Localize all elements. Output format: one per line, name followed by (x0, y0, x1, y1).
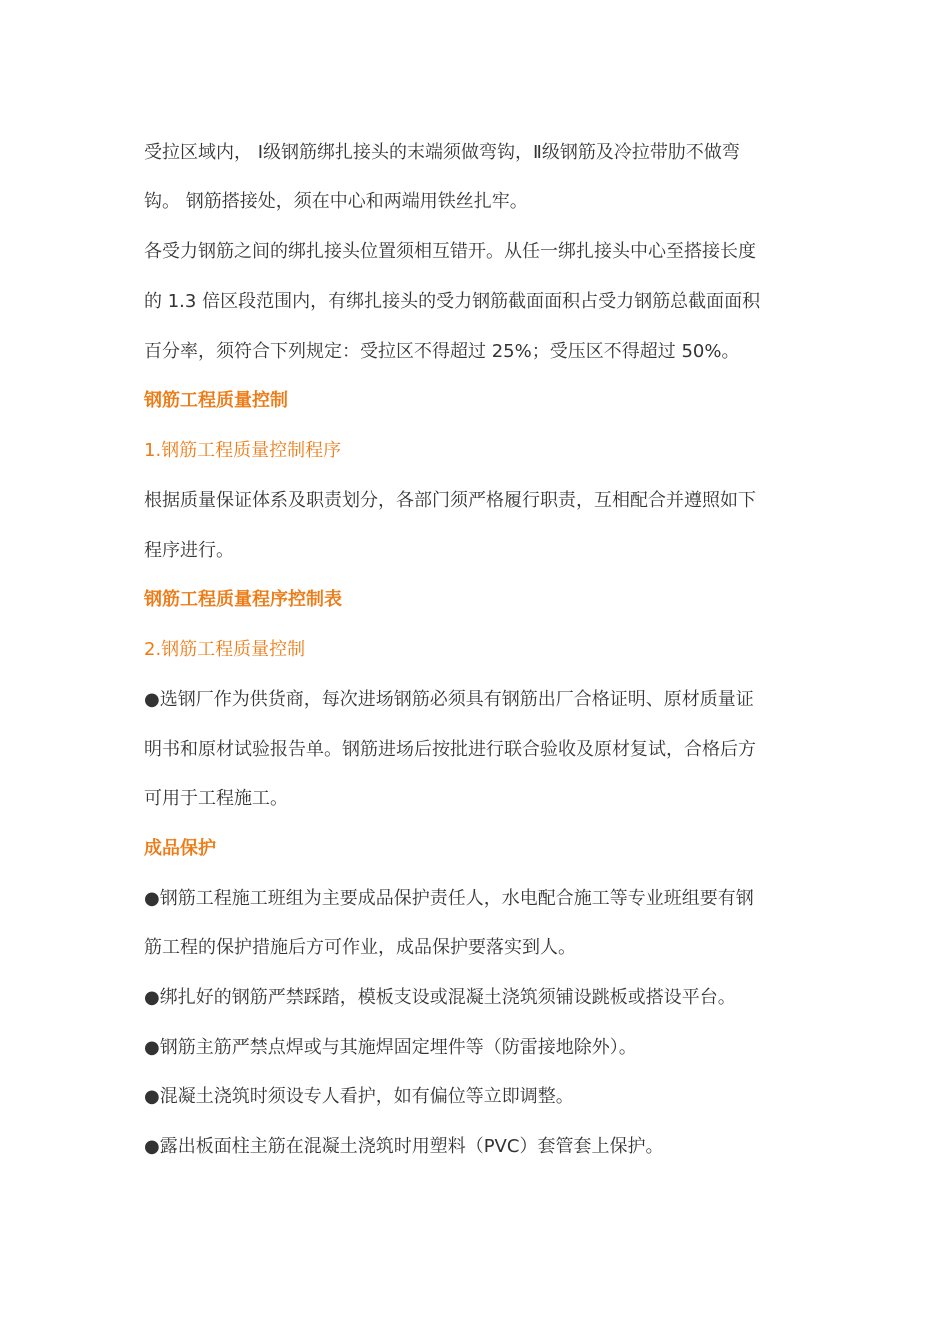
subsection-heading: 1.钢筋工程质量控制程序 (144, 440, 342, 461)
section-heading: 钢筋工程质量程序控制表 (144, 589, 342, 610)
subsection-heading: 2.钢筋工程质量控制 (144, 639, 306, 660)
bullet-line: ●钢筋主筋严禁点焊或与其施焊固定埋件等（防雷接地除外）。 (144, 1037, 637, 1058)
bullet-line: ●选钢厂作为供货商，每次进场钢筋必须具有钢筋出厂合格证明、原材质量证 (144, 689, 754, 710)
body-text-line: 的 1.3 倍区段范围内，有绑扎接头的受力钢筋截面面积占受力钢筋总截面面积 (144, 291, 761, 312)
section-heading: 成品保护 (144, 838, 216, 859)
bullet-line: ●露出板面柱主筋在混凝土浇筑时用塑料（PVC）套管套上保护。 (144, 1136, 664, 1157)
body-text-line: 受拉区域内， Ⅰ级钢筋绑扎接头的末端须做弯钩，Ⅱ级钢筋及冷拉带肋不做弯 (144, 142, 740, 163)
bullet-line: 可用于工程施工。 (144, 788, 288, 809)
body-text-line: 各受力钢筋之间的绑扎接头位置须相互错开。从任一绑扎接头中心至搭接长度 (144, 241, 756, 262)
bullet-line: 明书和原材试验报告单。钢筋进场后按批进行联合验收及原材复试，合格后方 (144, 739, 756, 760)
body-text-line: 钩。 钢筋搭接处，须在中心和两端用铁丝扎牢。 (144, 191, 528, 212)
body-text-line: 程序进行。 (144, 540, 234, 561)
bullet-line: 筋工程的保护措施后方可作业，成品保护要落实到人。 (144, 937, 576, 958)
bullet-line: ●绑扎好的钢筋严禁踩踏，模板支设或混凝土浇筑须铺设跳板或搭设平台。 (144, 987, 736, 1008)
body-text-line: 根据质量保证体系及职责划分，各部门须严格履行职责，互相配合并遵照如下 (144, 490, 756, 511)
bullet-line: ●钢筋工程施工班组为主要成品保护责任人，水电配合施工等专业班组要有钢 (144, 888, 754, 909)
section-heading: 钢筋工程质量控制 (144, 390, 288, 411)
body-text-line: 百分率，须符合下列规定：受拉区不得超过 25%；受压区不得超过 50%。 (144, 341, 740, 362)
bullet-line: ●混凝土浇筑时须设专人看护，如有偏位等立即调整。 (144, 1086, 574, 1107)
